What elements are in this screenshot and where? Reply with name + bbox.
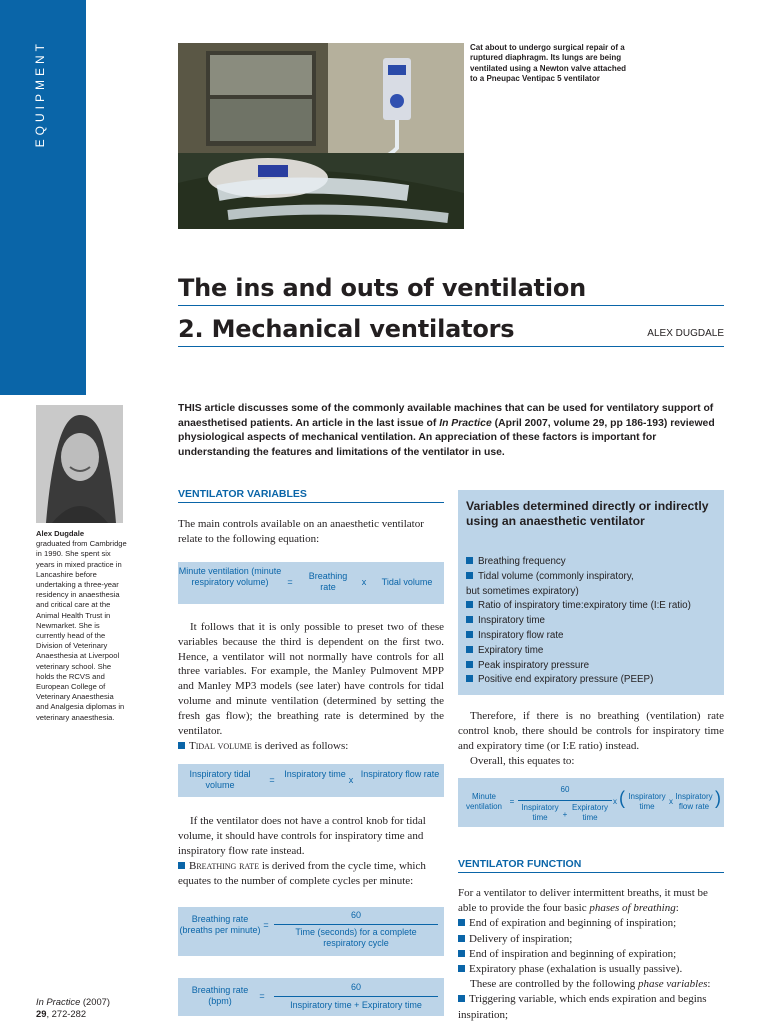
eq3-fraction-line (274, 924, 438, 925)
ventilator-function-intro (458, 886, 728, 916)
bullet-square (458, 919, 465, 926)
equation-breathing-rate-times (178, 978, 444, 1016)
list-item (466, 659, 724, 674)
title-rule-top (178, 305, 724, 306)
list-item (466, 599, 724, 614)
box-item-label: Positive end expiratory pressure (PEEP) (478, 674, 654, 686)
tidal-volume-label: Tidal volume (189, 740, 252, 752)
bullet-square (466, 557, 473, 564)
ventilator-variables-para-1: The main controls available on an anaesthetic ventilator relate to the following equation: (178, 518, 424, 545)
bullet-square (458, 965, 465, 972)
author-photo (36, 405, 123, 523)
eq4-fraction-line (274, 996, 438, 997)
eq5-plus: + (562, 810, 568, 819)
eq5-inspiratory-flow-rate: Inspiratory flow rate (675, 792, 713, 811)
eq5-fraction-line (518, 800, 612, 801)
list-item (458, 962, 728, 977)
intro-part-1: THIS article discusses some of the commonly available machines that can be used for ventilatory support of anaesthetised patients. An article in the last issue of (178, 403, 714, 429)
eq5-denominator-b: Expiratory time (571, 803, 608, 822)
bullet-square (466, 601, 473, 608)
variables-box (458, 490, 724, 695)
article-title-line-1: The ins and outs of ventilation (178, 274, 587, 302)
phase-item: End of expiration and beginning of inspiration; (469, 917, 677, 930)
box-item-label: Tidal volume (commonly inspiratory, (478, 570, 634, 582)
tidal-volume-rest: is derived as follows: (251, 740, 349, 752)
box-item-label: Breathing frequency (478, 556, 566, 567)
article-author: ALEX DUGDALE (647, 328, 724, 339)
bullet-square (458, 950, 465, 957)
eq5-times-2: x (669, 797, 673, 806)
ventilator-function-controlled (458, 977, 728, 992)
ventilator-variables-heading: VENTILATOR VARIABLES (178, 488, 307, 500)
bullet-square (458, 935, 465, 942)
journal-citation (36, 996, 110, 1019)
footer-year: (2007) (80, 996, 111, 1007)
bullet-square (466, 675, 473, 682)
list-item (466, 629, 724, 644)
eq4-equals: = (259, 991, 265, 1001)
eq3-equals: = (263, 920, 269, 930)
footer-pages: , 272-282 (46, 1007, 87, 1019)
ventilator-function-heading: VENTILATOR FUNCTION (458, 858, 582, 870)
list-item (458, 932, 728, 947)
eq4-numerator: 60 (350, 982, 361, 992)
eq1-times: x (361, 577, 367, 587)
bullet-square (466, 572, 473, 579)
list-item-continuation: but sometimes expiratory) (466, 585, 579, 597)
intro-journal: In Practice (439, 417, 492, 429)
vf-controlled-a: These are controlled by the following (470, 978, 639, 991)
variables-box-title: Variables determined directly or indirectly using an anaesthetic ventilator (466, 499, 709, 528)
author-bio-name: Alex Dugdale (36, 529, 85, 538)
equation-inspiratory-tidal-volume (178, 764, 444, 797)
vf-intro-b: : (675, 902, 679, 915)
tidal-volume-line (178, 739, 444, 754)
breathing-rate-line (178, 859, 444, 889)
box-item-label: Inspiratory flow rate (478, 629, 564, 641)
box-item-label: Inspiratory time (478, 615, 545, 627)
bullet-square (466, 616, 473, 623)
eq5-numerator: 60 (560, 785, 570, 794)
bullet-square (466, 631, 473, 638)
ventilator-variables-para-3: If the ventilator does not have a control knob for tidal volume, it should have controls for inspiratory time and inspiratory flow rate instead. (178, 815, 426, 857)
title-rule-bottom (178, 346, 724, 347)
box-item-label: Peak inspiratory pressure (478, 659, 590, 671)
list-item (458, 916, 728, 931)
article-intro (178, 402, 723, 460)
article-title-line-2: 2. Mechanical ventilators (178, 315, 515, 343)
section-label: EQUIPMENT (33, 40, 47, 148)
box-item-label: Ratio of inspiratory time:expiratory time (I:E ratio) (478, 600, 691, 612)
list-item (466, 614, 724, 629)
eq2-equals: = (269, 775, 275, 785)
list-item (458, 992, 728, 1022)
bullet-square (178, 742, 185, 749)
eq3-denominator: Time (seconds) for a complete respiratory cycle (295, 927, 417, 948)
eq1-equals: = (287, 577, 293, 587)
intro-part-2: (April 2007, volume 29, pp 186-193) reviewed physiological aspects of mechanical ventilation. An appreciation of these factors is important for understanding the features and limitations of the ventilator in use. (178, 417, 715, 458)
breathing-rate-rest: is derived from the cycle time, which equates to the number of complete cycles per minute: (178, 860, 426, 887)
ventilator-function-rule (458, 872, 724, 873)
eq5-inspiratory-time: Inspiratory time (628, 792, 666, 811)
eq2-times: x (348, 775, 354, 785)
bullet-square (178, 862, 185, 869)
right-column-para-2: Overall, this equates to: (470, 755, 575, 767)
section-sidebar (0, 0, 86, 395)
eq3-lhs: Breathing rate (breaths per minute) (179, 914, 261, 935)
footer-volume: 29 (36, 1007, 47, 1019)
bullet-square (466, 661, 473, 668)
equation-overall-minute-ventilation (458, 778, 724, 827)
list-item (466, 555, 724, 570)
equation-breathing-rate-cycle (178, 907, 444, 956)
eq5-close-paren: ) (715, 788, 721, 808)
vf-controlled-em: phase variables (638, 978, 708, 991)
variables-box-list (466, 555, 724, 688)
author-portrait (36, 405, 123, 523)
phase-item: Delivery of inspiration; (469, 932, 573, 945)
vf-intro-em: phases of breathing (589, 902, 676, 915)
eq3-numerator: 60 (350, 910, 361, 920)
eq5-open-paren: ( (619, 788, 625, 808)
vf-intro-a: For a ventilator to deliver intermittent breaths, it must be able to provide the four basic (458, 887, 708, 915)
phase-item: Expiratory phase (exhalation is usually passive). (469, 963, 683, 976)
box-item-label: Expiratory time (478, 644, 544, 656)
list-item (466, 673, 724, 688)
eq4-lhs: Breathing rate (bpm) (191, 985, 249, 1006)
trigger-item: Triggering variable, which ends expiration and begins inspiration; (458, 993, 707, 1021)
eq1-tidal-volume: Tidal volume (381, 577, 433, 587)
eq5-denominator-a: Inspiratory time (521, 803, 559, 822)
eq2-lhs: Inspiratory tidal volume (189, 769, 251, 790)
author-bio-text: graduated from Cambridge in 1990. She spent six years in mixed practice in Lancashire before undertaking a three-year residency in anaesthesia and critical care at the Animal Health Trust in Newmarket. She is currently head of the Division of Veterinary Anaesthesia at Liverpool veterinary school. She holds the RCVS and European College of Veterinary Anaesthesia and Analgesia diplomas in veterinary anaesthesia. (36, 539, 127, 722)
phase-item: End of inspiration and beginning of expiration; (469, 947, 677, 960)
eq2-inspiratory-flow-rate: Inspiratory flow rate (360, 769, 440, 779)
list-item (458, 947, 728, 962)
bullet-square (458, 995, 465, 1002)
list-item (466, 644, 724, 659)
photo-illustration (178, 43, 464, 229)
photo-caption: Cat about to undergo surgical repair of a ruptured diaphragm. Its lungs are being ventilated using a Newton valve attached to a Pneupac Ventipac 5 ventilator (470, 43, 627, 84)
cat-ventilator-photo (178, 43, 464, 229)
eq4-denominator: Inspiratory time + Expiratory time (290, 1000, 422, 1010)
eq5-lhs: Minute ventilation (465, 792, 503, 811)
list-item (466, 570, 724, 585)
eq1-lhs: Minute ventilation (minute respiratory volume) (178, 566, 282, 587)
author-bio (36, 529, 128, 723)
bullet-square (466, 646, 473, 653)
ventilator-variables-rule (178, 502, 444, 503)
eq5-times: x (613, 797, 617, 806)
vf-controlled-b: : (707, 978, 711, 991)
equation-minute-ventilation (178, 562, 444, 604)
breathing-rate-label: Breathing rate (189, 860, 260, 872)
eq2-inspiratory-time: Inspiratory time (284, 769, 346, 779)
ventilator-function-text (458, 886, 728, 1023)
footer-journal: In Practice (36, 996, 81, 1007)
eq1-breathing-rate: Breathing rate (308, 571, 348, 592)
right-column-para-1: Therefore, if there is no breathing (ventilation) rate control knob, there should be controls for inspiratory time and expiratory time (or I:E ratio) instead. (458, 710, 724, 752)
eq5-equals: = (509, 797, 515, 806)
ventilator-variables-para-2: It follows that it is only possible to preset two of these variables because the third is dependent on the first two. Hence, a ventilator will not normally have controls for all three variables. For example, the Manley Pulmovent MPP and Manley MP3 models (see later) have controls for tidal volume and minute ventilation (determined by setting the fresh gas flow); the breathing rate is determined by the ventilator. (178, 621, 444, 737)
